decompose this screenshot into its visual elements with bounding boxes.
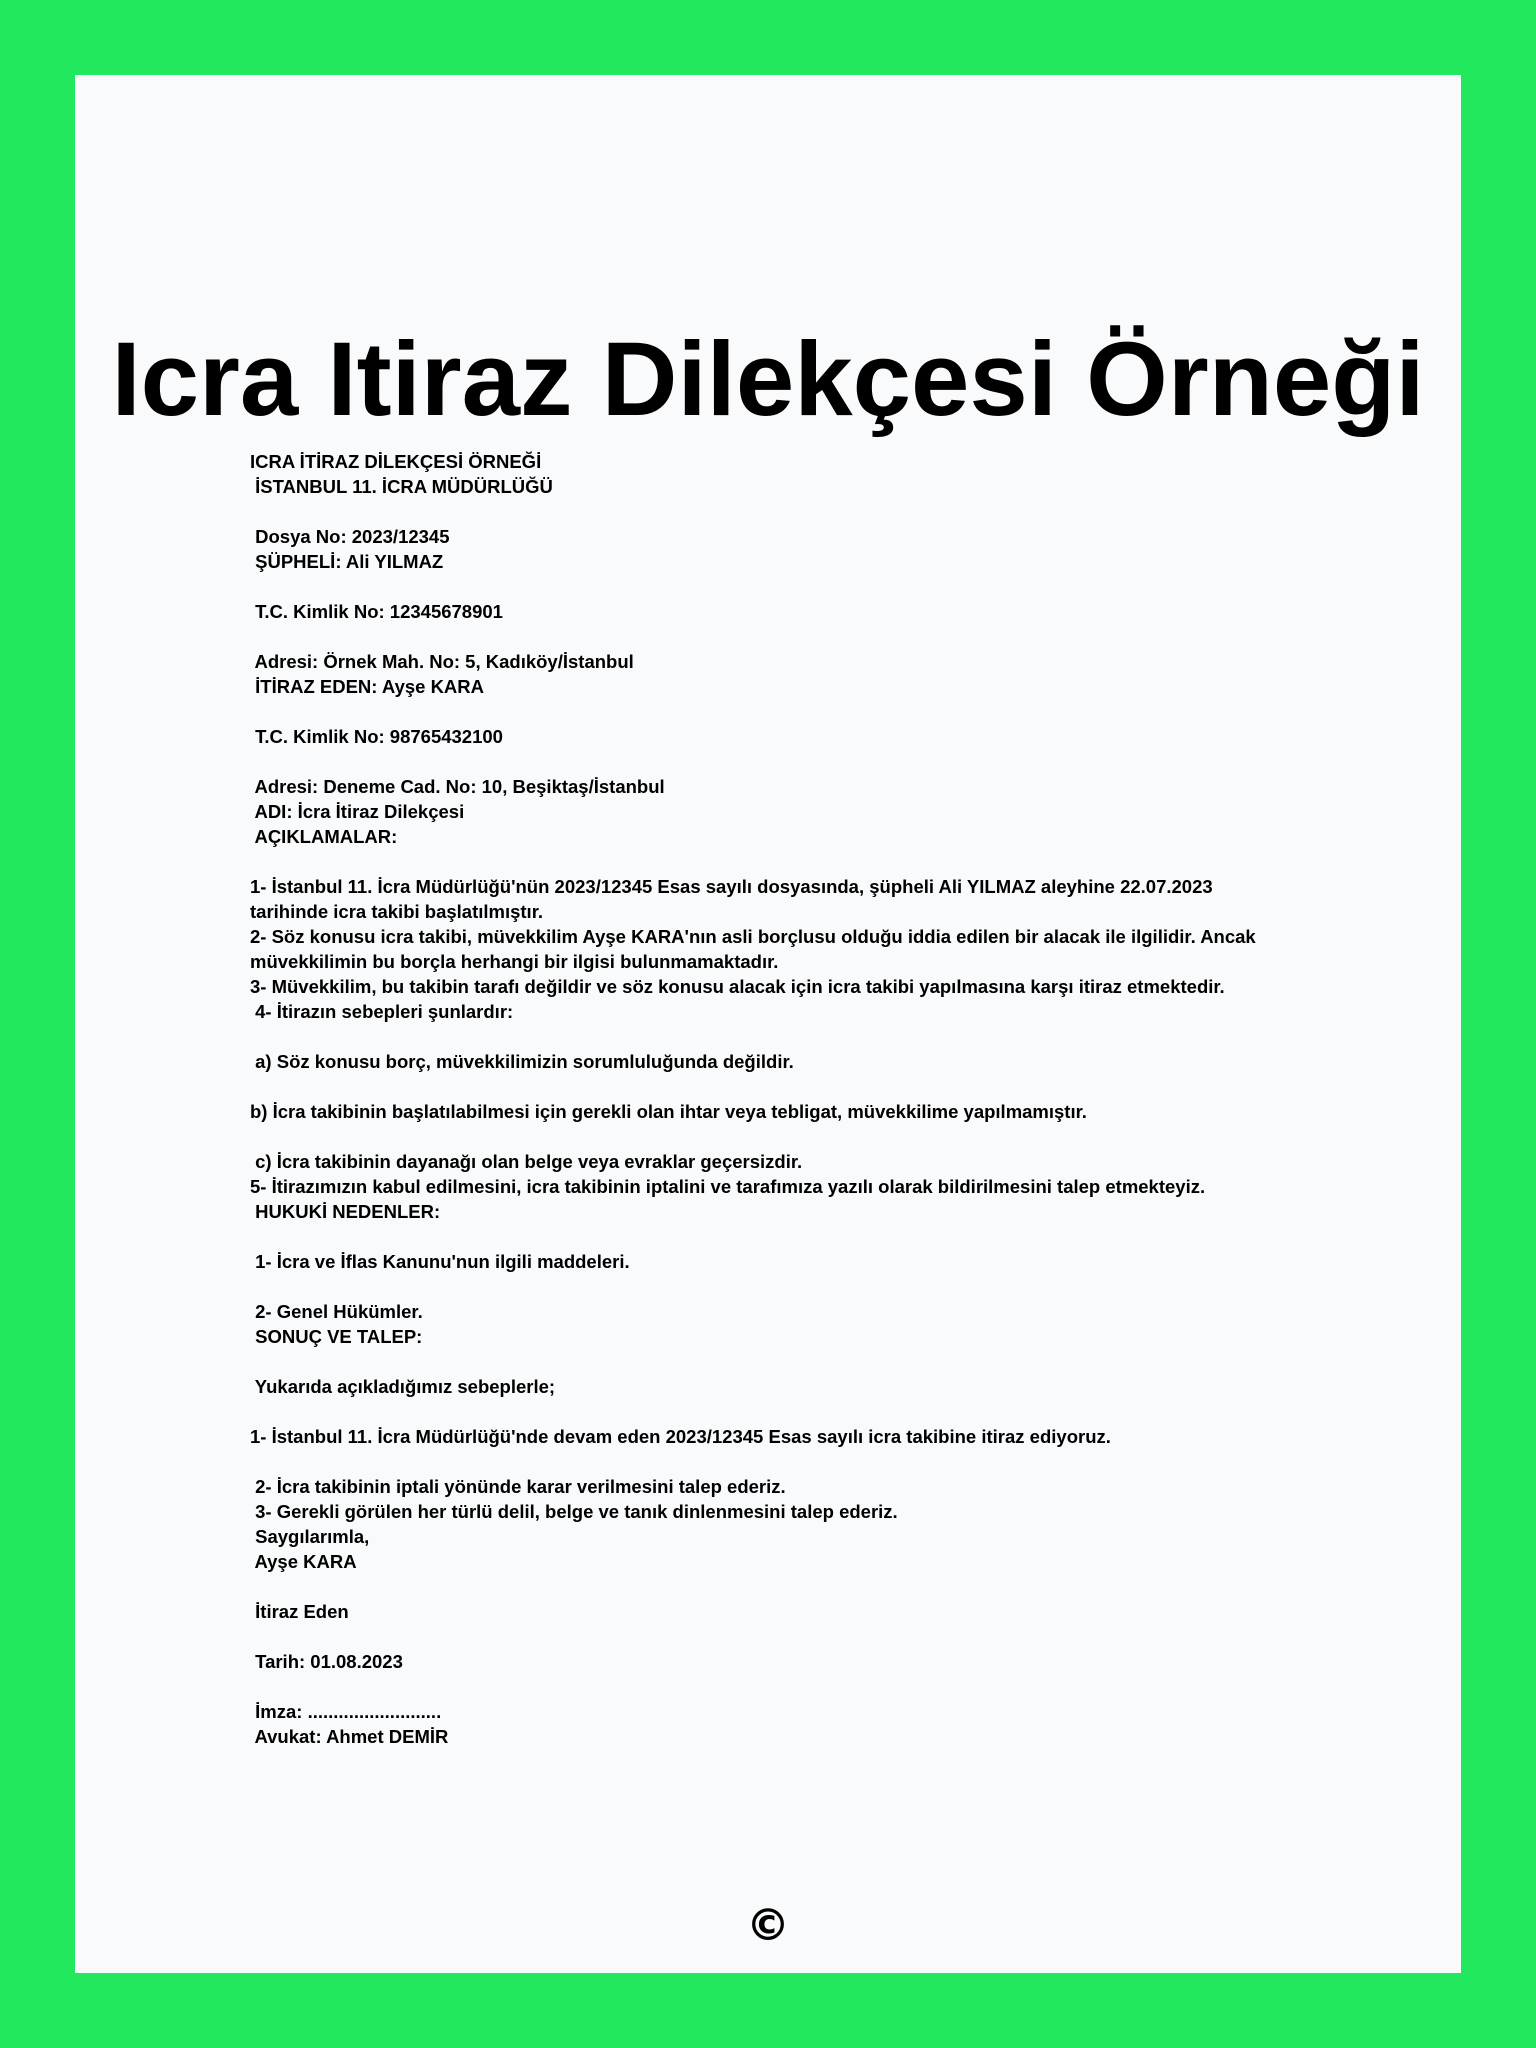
document-line: 3- Gerekli görülen her türlü delil, belge ve tanık dinlenmesini talep ederiz. [250, 1501, 898, 1522]
document-line: T.C. Kimlik No: 98765432100 [250, 726, 503, 747]
document-line: 3- Müvekkilim, bu takibin tarafı değildir ve söz konusu alacak için icra takibi yapılmasına karşı itiraz etmektedir. [250, 976, 1225, 997]
blank-line [250, 1074, 1290, 1099]
document-body [250, 449, 1290, 1749]
document-line: Saygılarımla, [250, 1526, 370, 1547]
document-line: İmza: .......................... [250, 1701, 442, 1722]
document-line: İSTANBUL 11. İCRA MÜDÜRLÜĞÜ [250, 476, 553, 497]
blank-line [250, 749, 1290, 774]
document-line: c) İcra takibinin dayanağı olan belge veya evraklar geçersizdir. [250, 1151, 803, 1172]
blank-line [250, 699, 1290, 724]
document-page [75, 75, 1461, 1973]
document-line: 5- İtirazımızın kabul edilmesini, icra takibinin iptalini ve tarafımıza yazılı olarak bildirilmesini talep etmekteyiz. [250, 1176, 1206, 1197]
document-line: 2- Söz konusu icra takibi, müvekkilim Ayşe KARA'nın asli borçlusu olduğu iddia edilen bir alacak ile ilgilidir. Ancak müvekkilimin bu borçla herhangi bir ilgisi bulunmamaktadır. [250, 926, 1256, 972]
blank-line [250, 1674, 1290, 1699]
document-line: Yukarıda açıkladığımız sebeplerle; [250, 1376, 556, 1397]
blank-line [250, 624, 1290, 649]
document-line: T.C. Kimlik No: 12345678901 [250, 601, 503, 622]
blank-line [250, 1024, 1290, 1049]
document-line: 1- İcra ve İflas Kanunu'nun ilgili maddeleri. [250, 1251, 630, 1272]
blank-line [250, 1399, 1290, 1424]
blank-line [250, 1624, 1290, 1649]
document-line: 2- Genel Hükümler. [250, 1301, 423, 1322]
document-title: Icra Itiraz Dilekçesi Örneği [111, 321, 1425, 438]
blank-line [250, 1574, 1290, 1599]
document-line: ICRA İTİRAZ DİLEKÇESİ ÖRNEĞİ [250, 451, 542, 472]
document-line: İTİRAZ EDEN: Ayşe KARA [250, 676, 485, 697]
document-line: ŞÜPHELİ: Ali YILMAZ [250, 551, 444, 572]
blank-line [250, 1274, 1290, 1299]
blank-line [250, 499, 1290, 524]
document-line: AÇIKLAMALAR: [250, 826, 398, 847]
copyright-icon: © [746, 1900, 790, 1951]
document-line: Ayşe KARA [250, 1551, 357, 1572]
document-line: HUKUKİ NEDENLER: [250, 1201, 441, 1222]
document-line: 1- İstanbul 11. İcra Müdürlüğü'nde devam eden 2023/12345 Esas sayılı icra takibine itiraz ediyoruz. [250, 1426, 1111, 1447]
document-line: ADI: İcra İtiraz Dilekçesi [250, 801, 465, 822]
blank-line [250, 574, 1290, 599]
document-line: b) İcra takibinin başlatılabilmesi için gerekli olan ihtar veya tebligat, müvekkilime yapılmamıştır. [250, 1101, 1087, 1122]
blank-line [250, 1224, 1290, 1249]
document-line: Avukat: Ahmet DEMİR [250, 1726, 449, 1747]
document-line: 2- İcra takibinin iptali yönünde karar verilmesini talep ederiz. [250, 1476, 786, 1497]
blank-line [250, 1349, 1290, 1374]
blank-line [250, 849, 1290, 874]
document-line: 1- İstanbul 11. İcra Müdürlüğü'nün 2023/12345 Esas sayılı dosyasında, şüpheli Ali YILMAZ aleyhine 22.07.2023 tarihinde icra takibi başlatılmıştır. [250, 876, 1213, 922]
document-line: Dosya No: 2023/12345 [250, 526, 450, 547]
document-line: Adresi: Örnek Mah. No: 5, Kadıköy/İstanbul [250, 651, 634, 672]
blank-line [250, 1124, 1290, 1149]
blank-line [250, 1449, 1290, 1474]
document-line: 4- İtirazın sebepleri şunlardır: [250, 1001, 514, 1022]
document-line: a) Söz konusu borç, müvekkilimizin sorumluluğunda değildir. [250, 1051, 794, 1072]
document-line: Tarih: 01.08.2023 [250, 1651, 403, 1672]
document-line: Adresi: Deneme Cad. No: 10, Beşiktaş/İstanbul [250, 776, 665, 797]
document-line: İtiraz Eden [250, 1601, 349, 1622]
document-line: SONUÇ VE TALEP: [250, 1326, 423, 1347]
